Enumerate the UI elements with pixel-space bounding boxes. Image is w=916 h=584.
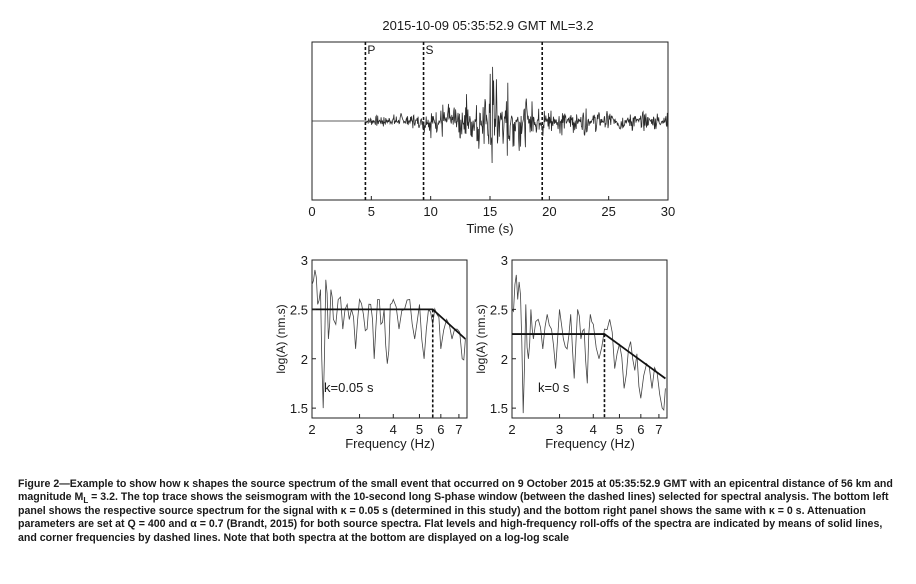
- x-tick-label: 6: [637, 422, 645, 437]
- x-tick-label: 20: [542, 204, 557, 219]
- seismogram-panel: [308, 18, 675, 236]
- figure-caption: [18, 478, 902, 545]
- x-tick-label: 15: [482, 204, 498, 219]
- x-tick-label: 0: [308, 204, 316, 219]
- x-tick-label: 4: [389, 422, 397, 437]
- caption-rest: = 3.2. The top trace shows the seismogram with the 10-second long S-phase window (between the dashed lines) selected for spectral analysis. The bottom left panel shows the respective source spectrum for the signal with κ = 0.05 s (determined in this study) and the bottom right panel shows the same with κ = 0 s. Attenuation parameters are set at Q = 400 and α = 0.7 (Brandt, 2015) for both source spectra. Flat levels and high-frequency roll-offs of the spectra are indicated by means of solid lines, and corner frequencies by dashed lines. Note that both spectra at the bottom are displayed on a log-log scale: [18, 491, 889, 544]
- x-tick-label: 3: [555, 422, 564, 437]
- x-tick-label: 4: [589, 422, 597, 437]
- x-tick-label: 7: [455, 422, 463, 437]
- y-tick-label: 2.5: [289, 302, 308, 318]
- seismogram-x-axis-label: Time (s): [466, 221, 514, 236]
- flat-level-and-rolloff-line: [312, 309, 465, 339]
- phase-marker-label: S: [425, 43, 434, 57]
- spectrum-trace: [512, 275, 665, 413]
- y-tick-label: 1.5: [489, 401, 508, 417]
- y-tick-label: 2: [300, 351, 308, 367]
- caption-subscript: L: [83, 496, 89, 506]
- y-tick-label: 3: [300, 253, 308, 268]
- spectrum-left-panel: [274, 253, 467, 451]
- spectrum-right-panel: [474, 253, 667, 451]
- x-tick-label: 25: [601, 204, 616, 219]
- x-tick-label: 6: [437, 422, 445, 437]
- x-tick-label: 7: [655, 422, 663, 437]
- spectrum-left-x-axis-label: Frequency (Hz): [345, 436, 435, 451]
- y-tick-label: 3: [500, 253, 508, 268]
- x-tick-label: 10: [423, 204, 438, 219]
- spectrum-right-y-axis-label: log(A) (nm.s): [474, 304, 488, 374]
- spectrum-right-annotation: k=0 s: [538, 380, 570, 395]
- spectrum-left-content: [290, 253, 466, 437]
- phase-marker-label: P: [367, 43, 376, 57]
- spectrum-left-annotation: k=0.05 s: [324, 380, 374, 395]
- seismogram-title: 2015-10-09 05:35:52.9 GMT ML=3.2: [382, 18, 594, 33]
- spectrum-right-axes-frame: [512, 260, 667, 418]
- x-tick-label: 30: [660, 204, 676, 219]
- x-tick-label: 3: [355, 422, 364, 437]
- spectrum-right-content: [490, 253, 666, 437]
- x-tick-label: 5: [415, 422, 424, 437]
- y-tick-label: 2: [500, 351, 508, 367]
- x-tick-label: 2: [308, 422, 316, 437]
- y-tick-label: 2.5: [489, 302, 508, 318]
- spectrum-right-x-axis-label: Frequency (Hz): [545, 436, 635, 451]
- spectrum-left-y-axis-label: log(A) (nm.s): [274, 304, 288, 374]
- x-tick-label: 5: [615, 422, 624, 437]
- y-tick-label: 1.5: [289, 401, 308, 417]
- seismogram-x-ticks: [308, 196, 675, 219]
- x-tick-label: 5: [367, 204, 375, 219]
- x-tick-label: 2: [508, 422, 516, 437]
- caption-lead: Figure 2—Example to show how κ shapes the source spectrum of the small event that occurred on 9 October 2015 at 05:35:52.9 GMT with an epicentral distance of 56 km and magnitude M: [18, 478, 893, 504]
